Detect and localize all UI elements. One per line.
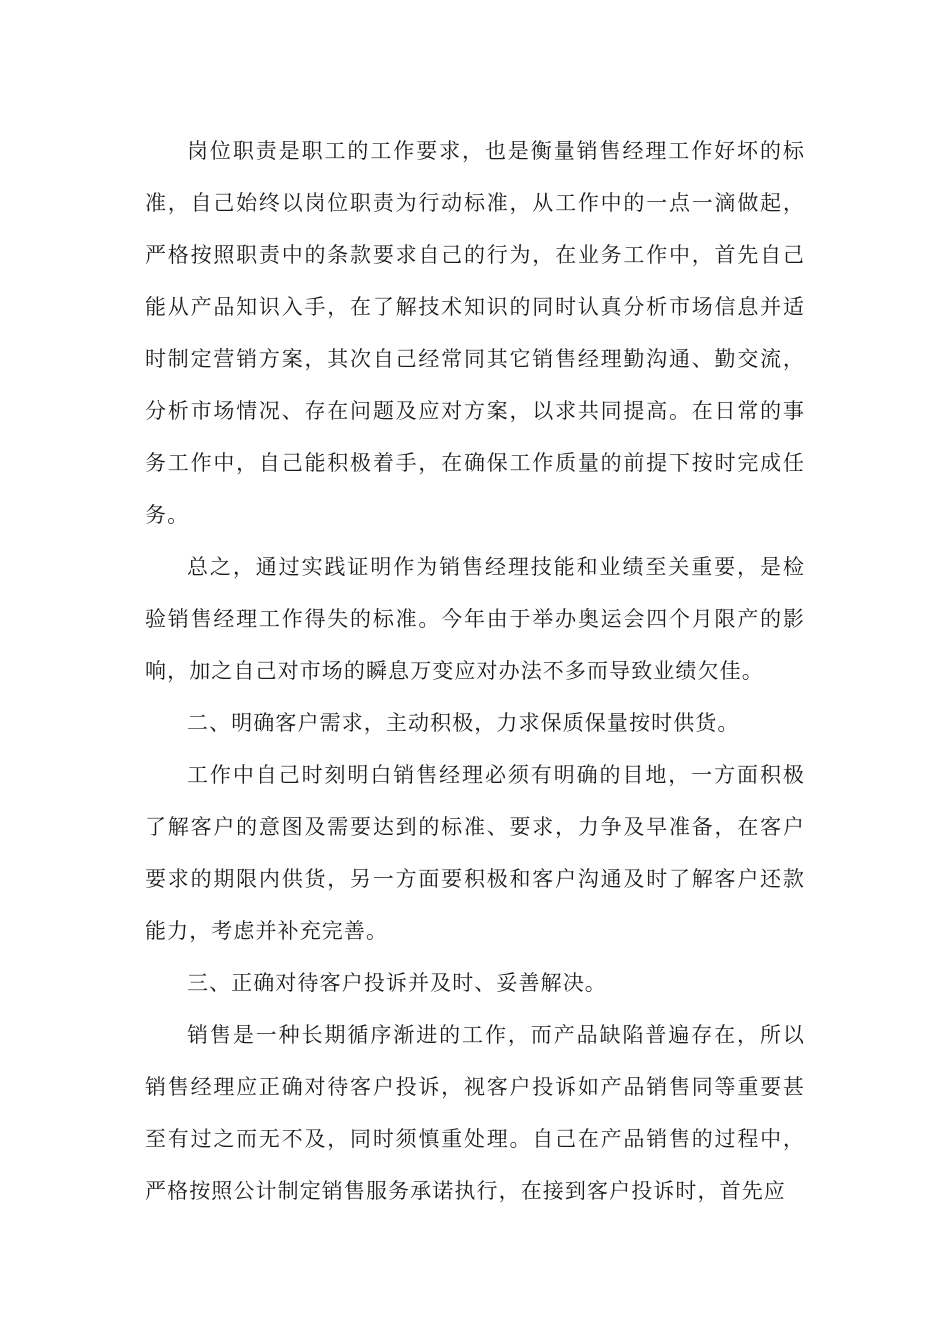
paragraph-customer-needs: 工作中自己时刻明白销售经理必须有明确的目地，一方面积极了解客户的意图及需要达到的标准、要求，力争及早准备，在客户要求的期限内供货，另一方面要积极和客户沟通及时了解客户还款能力，考虑并补充完善。	[145, 763, 805, 943]
section-heading-customer-needs: 二、明确客户需求，主动积极，力求保质保量按时供货。	[187, 711, 740, 735]
paragraph-job-duties: 岗位职责是职工的工作要求，也是衡量销售经理工作好坏的标准，自己始终以岗位职责为行动标准，从工作中的一点一滴做起，严格按照职责中的条款要求自己的行为，在业务工作中，首先自己能从产品知识入手，在了解技术知识的同时认真分析市场信息并适时制定营销方案，其次自己经常同其它销售经理勤沟通、勤交流，分析市场情况、存在问题及应对方案，以求共同提高。在日常的事务工作中，自己能积极着手，在确保工作质量的前提下按时完成任务。	[145, 139, 805, 527]
paragraph-summary: 总之，通过实践证明作为销售经理技能和业绩至关重要，是检验销售经理工作得失的标准。今年由于举办奥运会四个月限产的影响，加之自己对市场的瞬息万变应对办法不多而导致业绩欠佳。	[145, 555, 805, 683]
paragraph-complaints: 销售是一种长期循序渐进的工作，而产品缺陷普遍存在，所以销售经理应正确对待客户投诉，视客户投诉如产品销售同等重要甚至有过之而无不及，同时须慎重处理。自己在产品销售的过程中，严格按照公计制定销售服务承诺执行，在接到客户投诉时，首先应	[145, 1023, 805, 1203]
section-heading-complaints: 三、正确对待客户投诉并及时、妥善解决。	[187, 971, 607, 995]
document-body	[145, 125, 805, 1217]
